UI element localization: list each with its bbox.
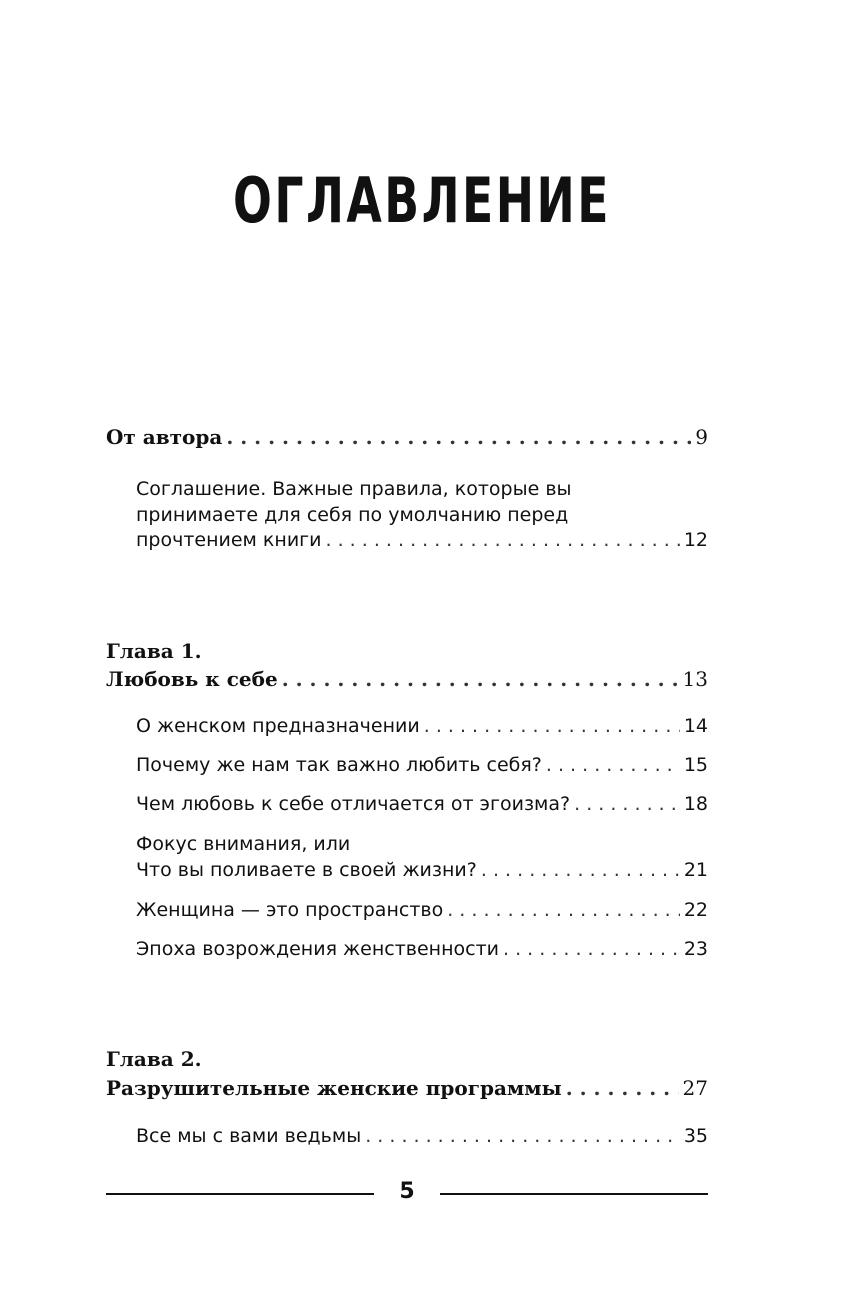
toc-entry-label: Женщина — это пространство bbox=[136, 899, 444, 921]
footer-rule-left bbox=[106, 1193, 374, 1195]
toc-entry-agreement[interactable] bbox=[136, 527, 708, 553]
chapter2-number: Глава 2. bbox=[106, 1047, 202, 1071]
footer-rule-right bbox=[440, 1193, 708, 1195]
leader-dots bbox=[447, 897, 680, 923]
leader-dots bbox=[503, 936, 680, 962]
toc-page-number: 22 bbox=[683, 899, 708, 921]
toc-entry-focus-line1: Фокус внимания, или bbox=[136, 833, 351, 855]
leader-dots bbox=[574, 791, 680, 817]
toc-entry-chapter1-item[interactable] bbox=[136, 857, 708, 883]
toc-entry-intro[interactable] bbox=[106, 424, 708, 450]
toc-entry-chapter2-item[interactable] bbox=[136, 1123, 708, 1149]
toc-entry-label: Все мы с вами ведьмы bbox=[136, 1125, 362, 1147]
page-title: ОГЛАВЛЕНИЕ bbox=[233, 164, 611, 237]
toc-entry-chapter1-item[interactable] bbox=[136, 897, 708, 923]
leader-dots bbox=[282, 666, 679, 692]
toc-entry-label: Почему же нам так важно любить себя? bbox=[136, 754, 542, 776]
toc-entry-chapter1-item[interactable] bbox=[136, 936, 708, 962]
toc-entry-chapter2[interactable] bbox=[106, 1075, 708, 1101]
leader-dots bbox=[546, 752, 680, 778]
toc-page-number: 21 bbox=[683, 859, 708, 881]
toc-entry-label: Эпоха возрождения женственности bbox=[136, 938, 499, 960]
toc-entry-agreement-line1: Соглашение. Важные правила, которые вы bbox=[136, 478, 572, 500]
toc-page-number: 13 bbox=[682, 667, 708, 691]
toc-page-number: 18 bbox=[683, 793, 708, 815]
toc-entry-chapter1-item[interactable] bbox=[136, 713, 708, 739]
toc-entry-label: Любовь к себе bbox=[106, 667, 278, 691]
leader-dots bbox=[365, 1123, 680, 1149]
toc-entry-label: Что вы поливаете в своей жизни? bbox=[136, 859, 477, 881]
leader-dots bbox=[326, 527, 680, 553]
toc-entry-label: О женском предназначении bbox=[136, 715, 420, 737]
chapter1-number: Глава 1. bbox=[106, 639, 202, 663]
toc-page-number: 27 bbox=[682, 1076, 708, 1100]
toc-entry-label: Чем любовь к себе отличается от эгоизма? bbox=[136, 793, 571, 815]
toc-entry-label: прочтением книги bbox=[136, 529, 322, 551]
leader-dots bbox=[481, 857, 680, 883]
toc-entry-chapter1-item[interactable] bbox=[136, 791, 708, 817]
footer-page-number: 5 bbox=[399, 1179, 415, 1204]
toc-page-number: 14 bbox=[683, 715, 708, 737]
toc-page-number: 35 bbox=[683, 1125, 708, 1147]
toc-page-number: 12 bbox=[683, 529, 708, 551]
leader-dots bbox=[424, 713, 680, 739]
toc-entry-chapter1[interactable] bbox=[106, 666, 708, 692]
toc-page-number: 9 bbox=[695, 425, 708, 449]
toc-page-number: 23 bbox=[683, 938, 708, 960]
toc-page-number: 15 bbox=[683, 754, 708, 776]
toc-entry-label: От автора bbox=[106, 425, 223, 449]
toc-entry-chapter1-item[interactable] bbox=[136, 752, 708, 778]
toc-entry-label: Разрушительные женские программы bbox=[106, 1076, 562, 1100]
leader-dots bbox=[226, 424, 691, 450]
leader-dots bbox=[566, 1075, 679, 1101]
toc-entry-agreement-line2: принимаете для себя по умолчанию перед bbox=[136, 504, 569, 526]
